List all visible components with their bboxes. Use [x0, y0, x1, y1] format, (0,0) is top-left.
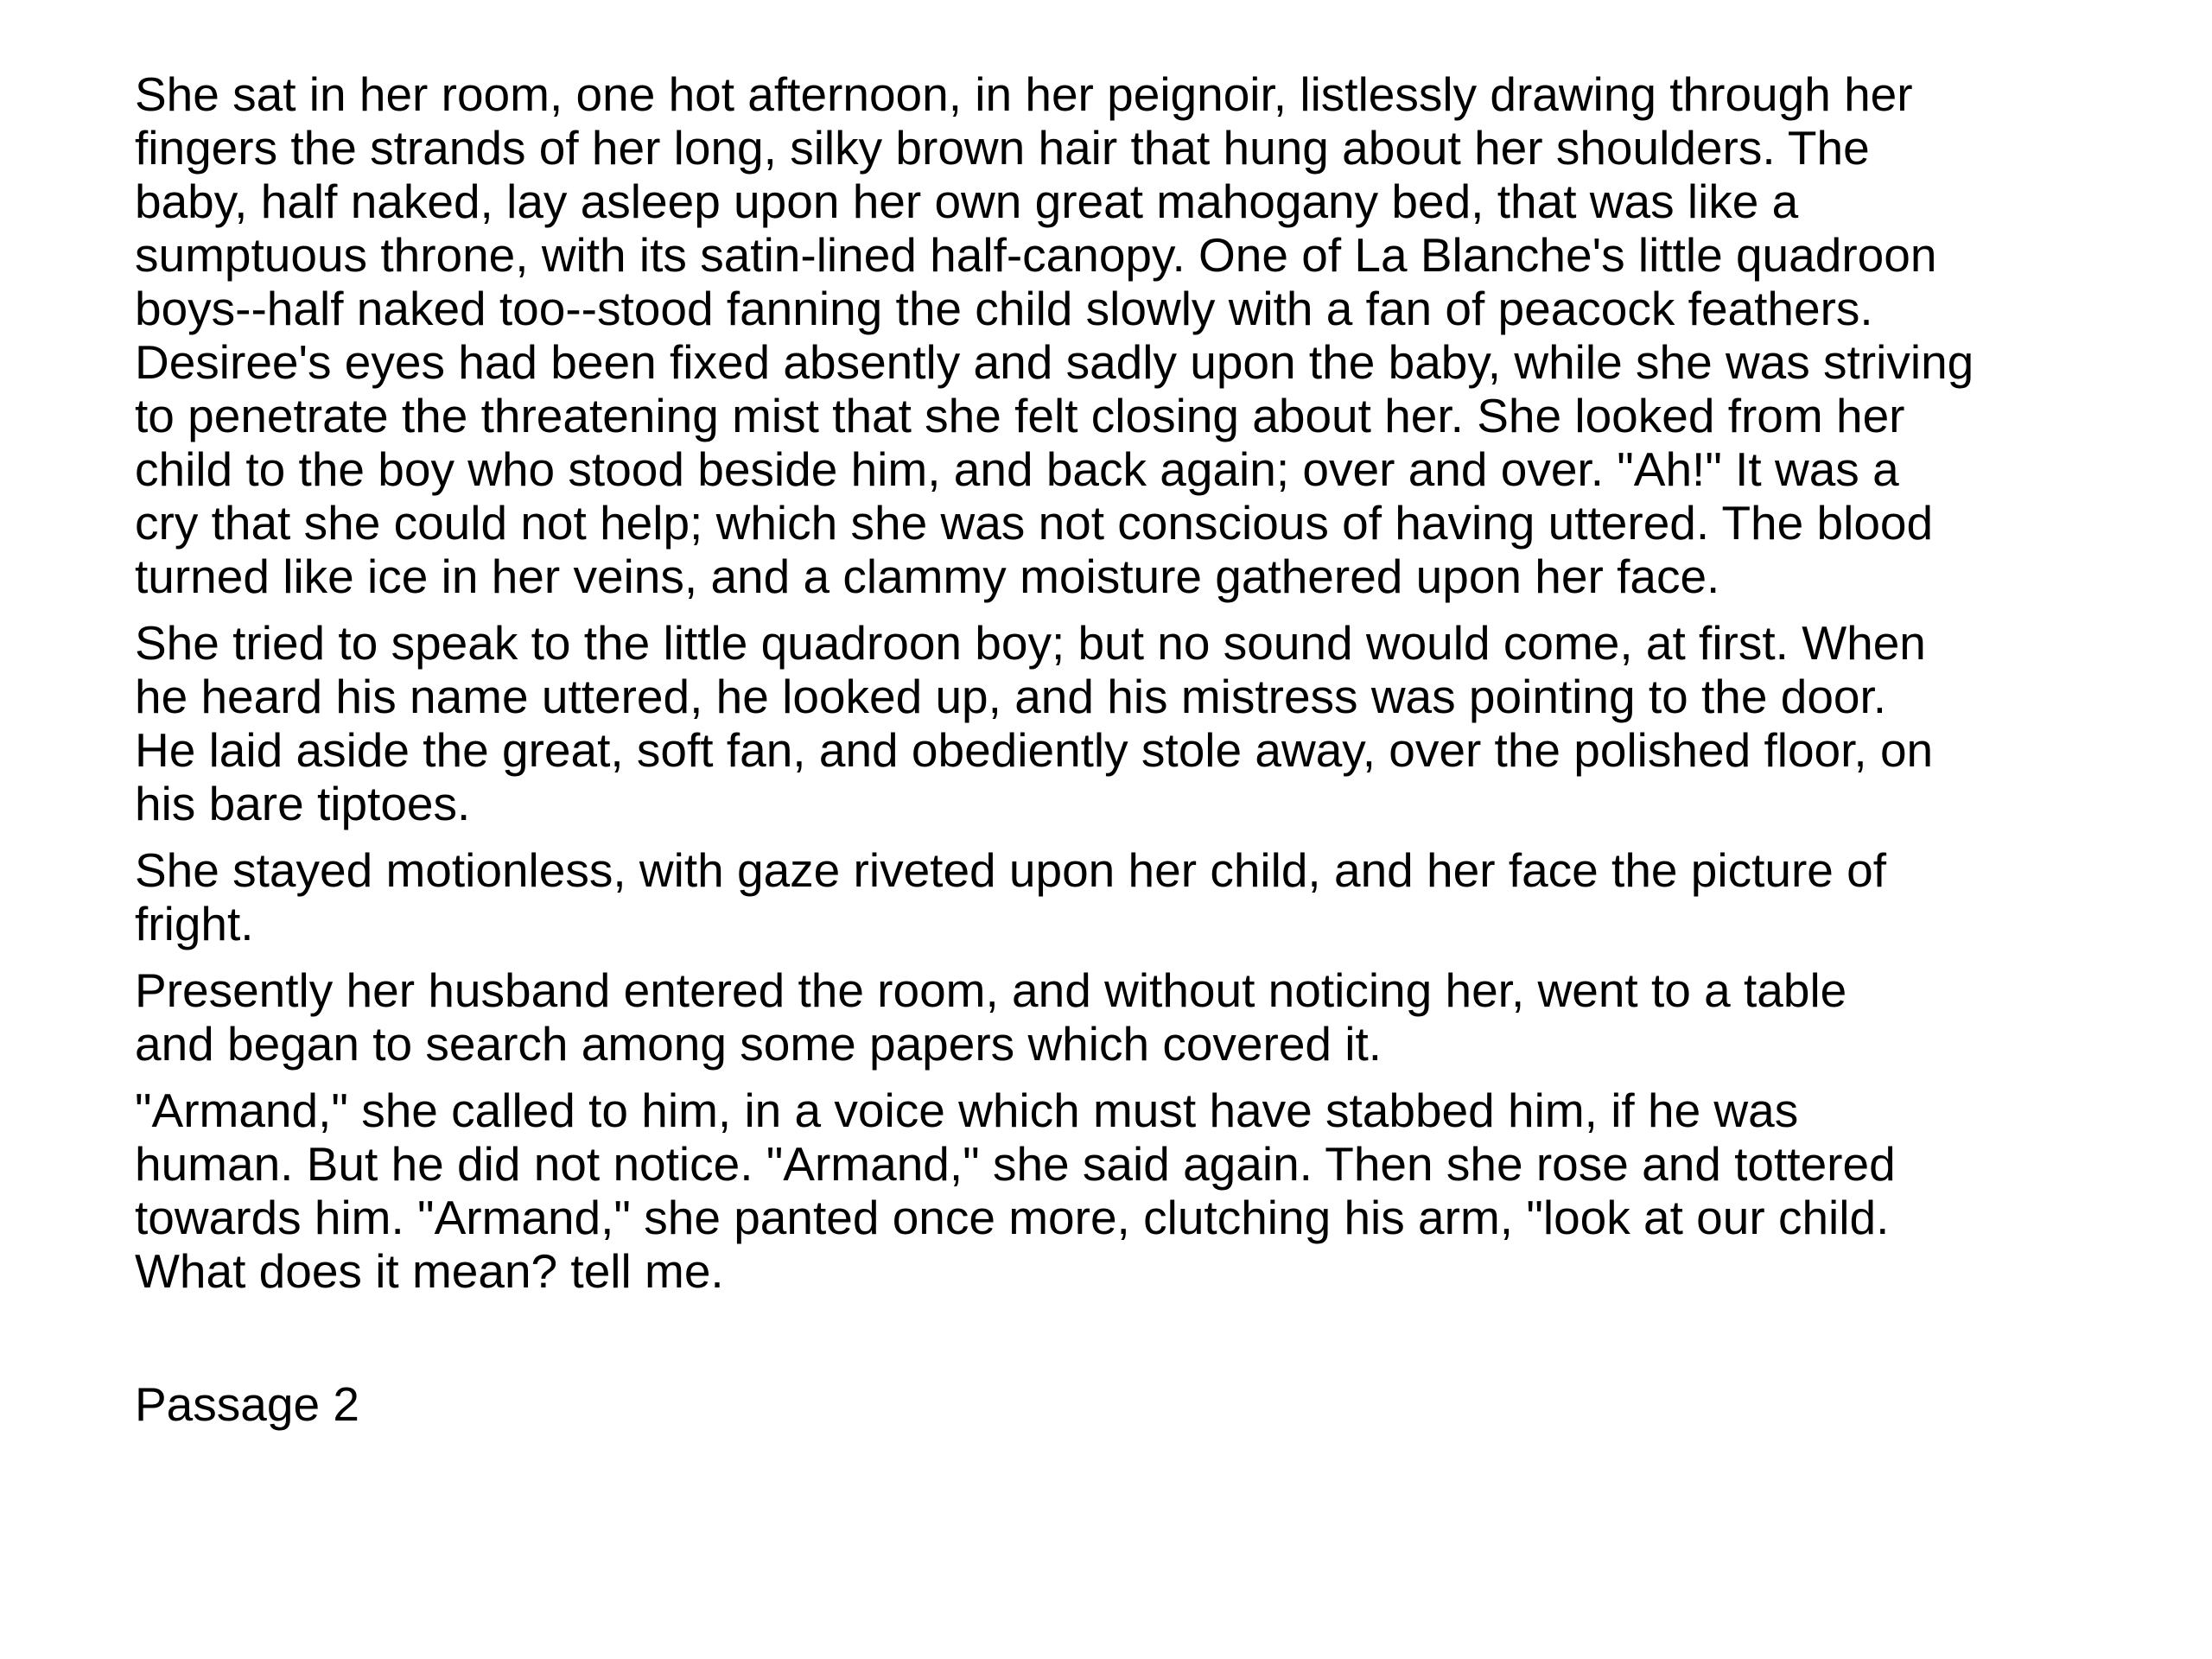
text-line: Presently her husband entered the room, and without noticing her, went to a table [135, 963, 1847, 1017]
text-line: She sat in her room, one hot afternoon, in her peignoir, listlessly drawing through her [135, 67, 1913, 121]
paragraph-2 [135, 616, 2122, 830]
paragraph-4 [135, 963, 2122, 1071]
passage-label-text: Passage 2 [135, 1377, 359, 1431]
text-line: he heard his name uttered, he looked up, and his mistress was pointing to the door. [135, 670, 1887, 723]
text-line: What does it mean? tell me. [135, 1244, 724, 1298]
text-line: fright. [135, 897, 254, 950]
text-line: Desiree's eyes had been fixed absently and sadly upon the baby, while she was striving [135, 335, 1974, 389]
text-line: She tried to speak to the little quadroon boy; but no sound would come, at first. When [135, 616, 1926, 670]
text-line: and began to search among some papers which covered it. [135, 1017, 1382, 1071]
text-line: baby, half naked, lay asleep upon her own great mahogany bed, that was like a [135, 175, 1799, 228]
text-line: to penetrate the threatening mist that she felt closing about her. She looked from her [135, 389, 1905, 442]
text-line: child to the boy who stood beside him, and back again; over and over. "Ah!" It was a [135, 442, 1899, 496]
paragraph-3 [135, 843, 2122, 950]
paragraph-5 [135, 1084, 2122, 1298]
text-line: cry that she could not help; which she was not conscious of having uttered. The blood [135, 496, 1934, 550]
text-body [135, 67, 2122, 1444]
text-line: turned like ice in her veins, and a clammy moisture gathered upon her face. [135, 550, 1720, 603]
text-line: He laid aside the great, soft fan, and obediently stole away, over the polished floor, on [135, 723, 1934, 777]
text-line: fingers the strands of her long, silky brown hair that hung about her shoulders. The [135, 121, 1870, 175]
text-line: She stayed motionless, with gaze riveted upon her child, and her face the picture of [135, 843, 1887, 897]
text-line: towards him. "Armand," she panted once more, clutching his arm, "look at our child. [135, 1191, 1890, 1244]
text-line: human. But he did not notice. "Armand," she said again. Then she rose and tottered [135, 1137, 1896, 1191]
text-line: "Armand," she called to him, in a voice which must have stabbed him, if he was [135, 1084, 1799, 1137]
text-line: boys--half naked too--stood fanning the child slowly with a fan of peacock feathers. [135, 282, 1873, 335]
paragraph-1 [135, 67, 2122, 603]
text-line: sumptuous throne, with its satin-lined half-canopy. One of La Blanche's little quadroon [135, 228, 1937, 282]
passage-label [135, 1377, 2122, 1431]
text-line: his bare tiptoes. [135, 777, 471, 830]
